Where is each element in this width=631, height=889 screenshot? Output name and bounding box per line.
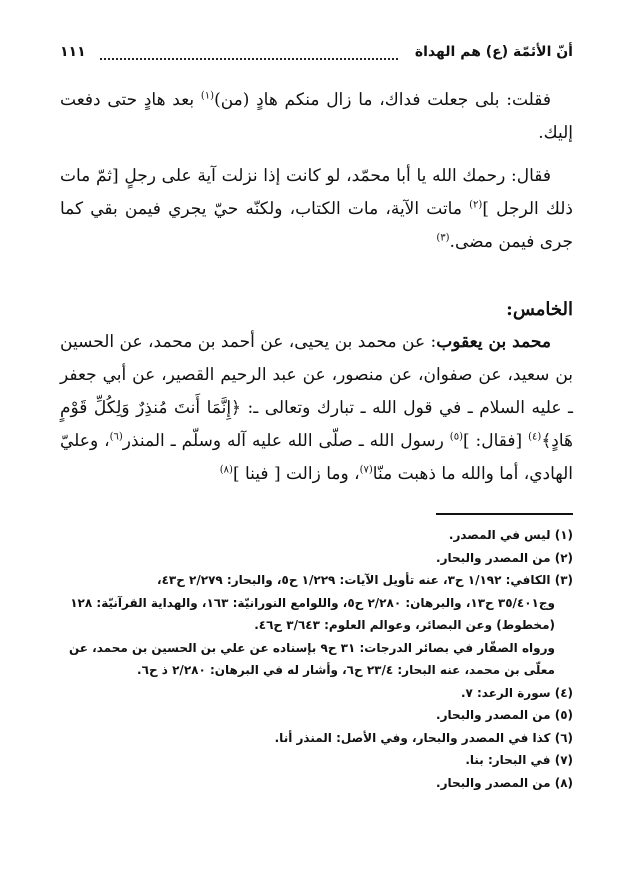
footnote-ref-2: (٢) (469, 199, 483, 211)
footnote-ref-6: (٦) (109, 431, 123, 443)
footnote-ref-4: (٤) (528, 431, 542, 443)
footnote-ref-3: (٣) (436, 232, 450, 244)
running-header (60, 44, 573, 66)
page-number: ١١١ (60, 44, 86, 60)
footnote-3-narration: ورواه الصفّار في بصائر الدرجات: ٣١ ح٩ بإسناده عن علي بن الحسين بن محمد، عن معلّى بن محمد، عنه البحار: ٢٣/٤ ح٦، وأشار له في البرهان: ٢/٢٨٠ ذ ح٦. (68, 640, 555, 677)
header-title: أنّ الأئمّة (ع) هم الهداة (414, 44, 573, 60)
footnote-2: (٢) من المصدر والبحار. (436, 550, 573, 565)
footnote-ref-8: (٨) (219, 464, 233, 476)
header-dotted-leader (100, 58, 398, 60)
footnote-3-continued: وج٣٥/٤٠١ ح١٣، والبرهان: ٢/٢٨٠ ح٥، واللوامع النورانيّة: ١٦٣، والهداية القرآنيّة: ١٢٨ (مخطوط) وعن البصائر، وعوالم العلوم: ٣/٦٤٣ ح٤٦. (70, 595, 555, 632)
paragraph-2 (60, 160, 573, 259)
footnote-ref-5: (٥) (449, 431, 463, 443)
section-heading: الخامس: (506, 299, 573, 320)
paragraph-1 (60, 84, 573, 150)
footnote-divider (436, 513, 573, 515)
footnote-5: (٥) من المصدر والبحار. (436, 708, 573, 722)
paragraph-2-text-a: فقال: رحمك الله يا أبا محمّد، لو كانت إذا نزلت آية على رجلٍ [ثمّ مات ذلك الرجل ] (60, 166, 573, 219)
paragraph-3-text-e: ، وما زالت [ فينا ] (232, 464, 360, 484)
footnote-ref-7: (٧) (359, 464, 373, 476)
paragraph-3-text-d: ، وعليّ الهادي، أما والله ما ذهبت منّا (60, 431, 573, 484)
footnote-3: (٣) الكافي: ١/١٩٢ ح٣، عنه تأويل الآيات: ١/٢٢٩ ح٥، والبحار: ٢/٢٧٩ ح٤٣، (157, 573, 573, 587)
paragraph-3 (60, 326, 573, 491)
footnote-ref-1: (١) (200, 90, 215, 102)
footnote-6: (٦) كذا في المصدر والبحار، وفي الأصل: المنذر أنا. (274, 730, 573, 745)
paragraph-2-text-b: ماتت الآية، مات الكتاب، ولكنّه حيّ يجري فيمن بقي كما جرى فيمن مضى. (60, 199, 573, 252)
footnote-7: (٧) في البحار: بنا. (465, 753, 573, 767)
narrator-name: محمد بن يعقوب (436, 332, 551, 352)
main-text (60, 84, 573, 491)
footnote-4: (٤) سورة الرعد: ٧. (460, 685, 573, 700)
paragraph-1-text: فقلت: بلى جعلت فداك، ما زال منكم هادٍ (من) (214, 90, 551, 110)
paragraph-3-text-c: رسول الله ـ صلّى الله عليه آله وسلّم ـ المنذر (122, 431, 450, 451)
paragraph-3-text-b: [فقال: ] (462, 431, 529, 451)
paragraph-1-end: بعد هادٍ حتى دفعت إليك. (60, 90, 573, 143)
paragraph-3-text-a: : عن محمد بن يحيى، عن أحمد بن محمد، عن الحسين بن سعيد، عن صفوان، عن منصور، عن عبد الرحيم القصير، عن أبي جعفر ـ عليه السلام ـ في قول الله ـ تبارك وتعالى ـ: ﴿إِنَّمَا أَنتَ مُنذِرٌ وَلِكُلِّ قَوْمٍ هَادٍ﴾ (60, 332, 573, 451)
footnote-8: (٨) من المصدر والبحار. (436, 775, 573, 790)
footnote-1: (١) ليس في المصدر. (448, 528, 573, 542)
footnotes (60, 524, 573, 794)
